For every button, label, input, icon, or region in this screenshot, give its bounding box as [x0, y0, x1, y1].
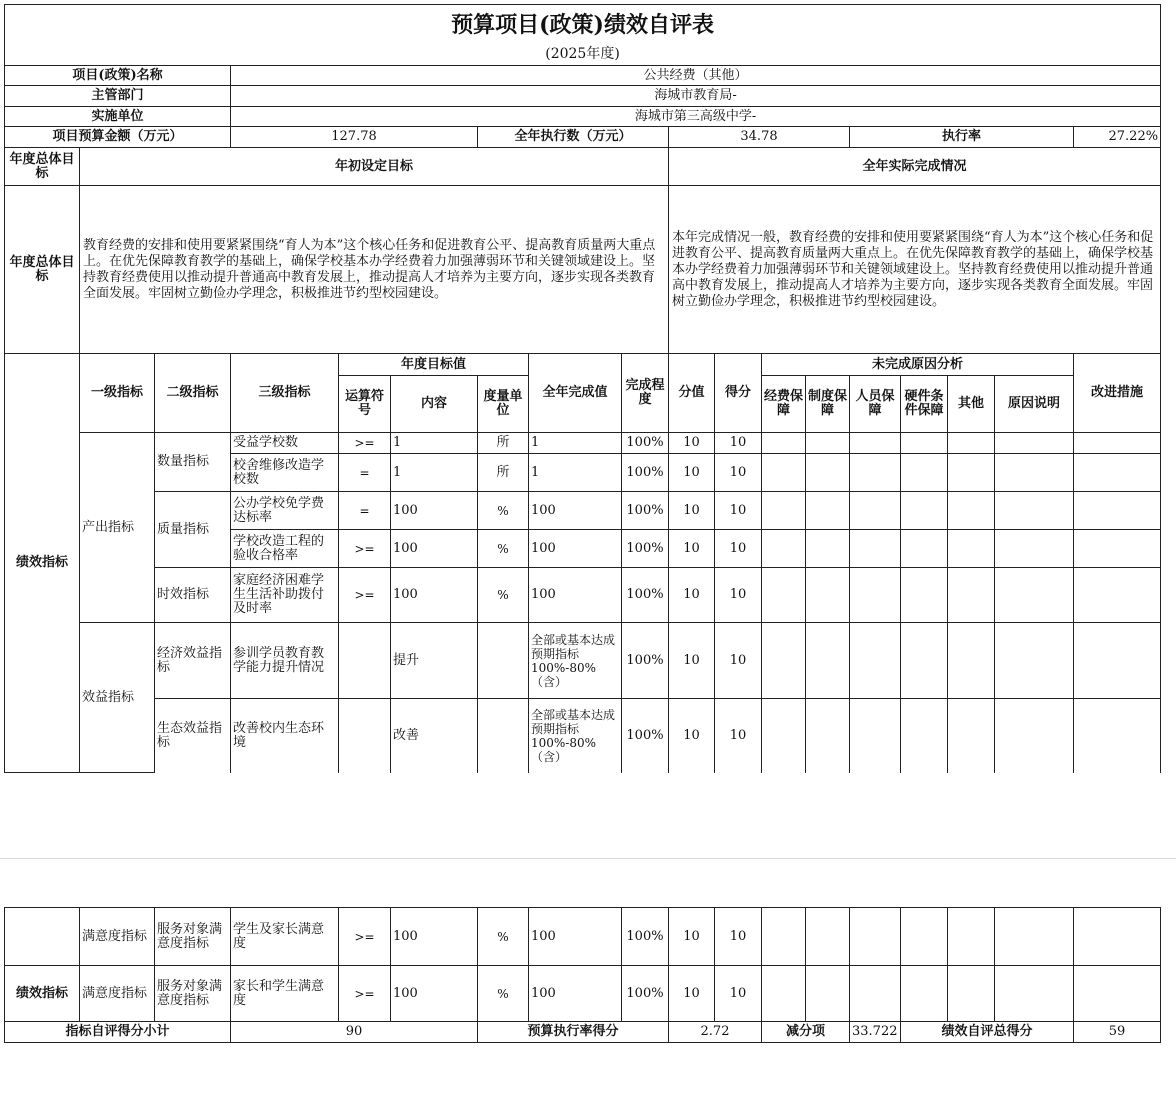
row-got: 10 [715, 454, 762, 492]
hdr-lvl3: 三级指标 [231, 354, 339, 433]
perf-section-label: 绩效指标 [5, 354, 80, 773]
hdr-got: 得分 [715, 354, 762, 433]
unit-value: 海城市第三高级中学- [231, 107, 1161, 127]
row-unit: 所 [478, 454, 529, 492]
row-content: 提升 [391, 623, 478, 699]
row-content: 100 [391, 908, 478, 966]
row-got: 10 [715, 530, 762, 568]
row-op [339, 623, 391, 699]
row-actual: 100 [529, 908, 622, 966]
row-score: 10 [669, 623, 715, 699]
row-unit: % [478, 530, 529, 568]
row-unit: % [478, 568, 529, 623]
row-got: 10 [715, 568, 762, 623]
dept-label: 主管部门 [5, 86, 231, 107]
actual-goal-text: 本年完成情况一般，教育经费的安排和使用要紧紧围绕“育人为本”这个核心任务和促进教育公平、提高教育质量两大重点上。在优先保障教育教学的基础上，确保学校基本办学经费着力加强薄弱环节和关键领域建设上。坚持教育经费使用以推动提升普通高中教育发展上，推动提高人才培养为主要方向，逐步实现各类教育全面发展。牢固树立勤俭办学理念，积极推进节约型校园建设。 [669, 186, 1161, 354]
total-value: 59 [1074, 1022, 1161, 1043]
row-lvl3: 参训学员教育教学能力提升情况 [231, 623, 339, 699]
row-score: 10 [669, 433, 715, 454]
row-op: >= [339, 568, 391, 623]
budget-score-value: 2.72 [669, 1022, 762, 1043]
row-lvl1: 满意度指标 [80, 966, 155, 1022]
goal-label-top: 年度总体目标 [5, 148, 80, 186]
row-got: 10 [715, 623, 762, 699]
row-unit: 所 [478, 433, 529, 454]
goal-label: 年度总体目标 [5, 186, 80, 354]
time-label: 时效指标 [155, 568, 231, 623]
hdr-degree: 完成程度 [622, 354, 669, 433]
row-degree: 100% [622, 623, 669, 699]
row-unit [478, 699, 529, 773]
hdr-r-note: 原因说明 [995, 376, 1074, 433]
rate-label: 执行率 [850, 127, 1074, 148]
total-label: 绩效自评总得分 [901, 1022, 1074, 1043]
row-actual: 100 [529, 492, 622, 530]
qty-label: 数量指标 [155, 433, 231, 492]
self-eval-table-continued [4, 907, 1161, 1043]
table-row [5, 623, 1161, 699]
row-content: 改善 [391, 699, 478, 773]
row-score: 10 [669, 966, 715, 1022]
row-got: 10 [715, 966, 762, 1022]
econ-label: 经济效益指标 [155, 623, 231, 699]
hdr-op: 运算符号 [339, 376, 391, 433]
hdr-r-system: 制度保障 [806, 376, 850, 433]
hdr-r-hw: 硬件条件保障 [901, 376, 948, 433]
deduct-value: 33.722 [850, 1022, 901, 1043]
row-lvl3: 公办学校免学费达标率 [231, 492, 339, 530]
table-row [5, 908, 1161, 966]
row-degree: 100% [622, 433, 669, 454]
row-score: 10 [669, 908, 715, 966]
hdr-r-fund: 经费保障 [762, 376, 806, 433]
table-row [5, 966, 1161, 1022]
row-score: 10 [669, 454, 715, 492]
row-content: 100 [391, 530, 478, 568]
unit-label: 实施单位 [5, 107, 231, 127]
row-content: 1 [391, 433, 478, 454]
table-row [5, 492, 1161, 530]
row-actual: 1 [529, 433, 622, 454]
initial-goal-header: 年初设定目标 [80, 148, 669, 186]
row-lvl3: 受益学校数 [231, 433, 339, 454]
year-subtitle: (2025年度) [5, 43, 1161, 66]
row-unit: % [478, 908, 529, 966]
row-got: 10 [715, 492, 762, 530]
row-op: >= [339, 908, 391, 966]
row-op: >= [339, 966, 391, 1022]
hdr-score: 分值 [669, 354, 715, 433]
hdr-lvl1: 一级指标 [80, 354, 155, 433]
row-lvl3: 家庭经济困难学生生活补助拨付及时率 [231, 568, 339, 623]
subtotal-label: 指标自评得分小计 [5, 1022, 231, 1043]
row-score: 10 [669, 530, 715, 568]
hdr-unit: 度量单位 [478, 376, 529, 433]
row-score: 10 [669, 492, 715, 530]
row-got: 10 [715, 908, 762, 966]
hdr-r-other: 其他 [948, 376, 995, 433]
row-actual: 100 [529, 966, 622, 1022]
hdr-improve: 改进措施 [1074, 354, 1161, 433]
row-degree: 100% [622, 568, 669, 623]
initial-goal-text: 教育经费的安排和使用要紧紧围绕“育人为本”这个核心任务和促进教育公平、提高教育质量两大重点上。在优先保障教育教学的基础上，确保学校基本办学经费着力加强薄弱环节和关键领域建设上。坚持教育经费使用以推动提升普通高中教育发展上，推动提高人才培养为主要方向，逐步实现各类教育全面发展。牢固树立勤俭办学理念，积极推进节约型校园建设。 [80, 186, 669, 354]
project-name-value: 公共经费（其他） [231, 66, 1161, 86]
row-score: 10 [669, 568, 715, 623]
table-row [5, 433, 1161, 454]
row-unit: % [478, 492, 529, 530]
budget-score-label: 预算执行率得分 [478, 1022, 669, 1043]
page-separator [0, 858, 1176, 859]
budget-label: 项目预算金额（万元） [5, 127, 231, 148]
hdr-reason-group: 未完成原因分析 [762, 354, 1074, 376]
row-op: = [339, 492, 391, 530]
row-op: >= [339, 530, 391, 568]
row-score: 10 [669, 699, 715, 773]
row-lvl3: 改善校内生态环境 [231, 699, 339, 773]
perf-section-label-2: 绩效指标 [5, 966, 80, 1022]
row-content: 100 [391, 492, 478, 530]
row-content: 100 [391, 568, 478, 623]
row-degree: 100% [622, 908, 669, 966]
row-unit [478, 623, 529, 699]
hdr-lvl2: 二级指标 [155, 354, 231, 433]
row-degree: 100% [622, 530, 669, 568]
rate-value: 27.22% [1074, 127, 1161, 148]
hdr-annual-target: 年度目标值 [339, 354, 529, 376]
project-name-label: 项目(政策)名称 [5, 66, 231, 86]
table-row [5, 568, 1161, 623]
row-degree: 100% [622, 699, 669, 773]
hdr-r-staff: 人员保障 [850, 376, 901, 433]
row-lvl1: 满意度指标 [80, 908, 155, 966]
row-lvl3: 学生及家长满意度 [231, 908, 339, 966]
self-eval-table [4, 4, 1161, 773]
row-lvl2: 服务对象满意度指标 [155, 966, 231, 1022]
row-actual: 1 [529, 454, 622, 492]
row-actual: 全部或基本达成预期指标100%-80%（含） [529, 699, 622, 773]
quality-label: 质量指标 [155, 492, 231, 568]
eco-label: 生态效益指标 [155, 699, 231, 773]
hdr-content: 内容 [391, 376, 478, 433]
row-actual: 100 [529, 530, 622, 568]
row-unit: % [478, 966, 529, 1022]
row-degree: 100% [622, 966, 669, 1022]
output-label: 产出指标 [80, 433, 155, 623]
row-content: 100 [391, 966, 478, 1022]
hdr-actual: 全年完成值 [529, 354, 622, 433]
row-op: = [339, 454, 391, 492]
row-degree: 100% [622, 454, 669, 492]
page-title: 预算项目(政策)绩效自评表 [5, 5, 1161, 43]
table-row [5, 699, 1161, 773]
row-op [339, 699, 391, 773]
subtotal-value: 90 [231, 1022, 478, 1043]
deduct-label: 减分项 [762, 1022, 850, 1043]
row-content: 1 [391, 454, 478, 492]
budget-value: 127.78 [231, 127, 478, 148]
exec-value: 34.78 [669, 127, 850, 148]
dept-value: 海城市教育局- [231, 86, 1161, 107]
row-got: 10 [715, 699, 762, 773]
row-lvl3: 学校改造工程的验收合格率 [231, 530, 339, 568]
summary-row [5, 1022, 1161, 1043]
row-op: >= [339, 433, 391, 454]
row-actual: 全部或基本达成预期指标100%-80%（含） [529, 623, 622, 699]
row-lvl3: 校舍维修改造学校数 [231, 454, 339, 492]
row-got: 10 [715, 433, 762, 454]
row-lvl2: 服务对象满意度指标 [155, 908, 231, 966]
row-degree: 100% [622, 492, 669, 530]
exec-label: 全年执行数（万元） [478, 127, 669, 148]
row-lvl3: 家长和学生满意度 [231, 966, 339, 1022]
actual-goal-header: 全年实际完成情况 [669, 148, 1161, 186]
benefit-label: 效益指标 [80, 623, 155, 773]
row-actual: 100 [529, 568, 622, 623]
